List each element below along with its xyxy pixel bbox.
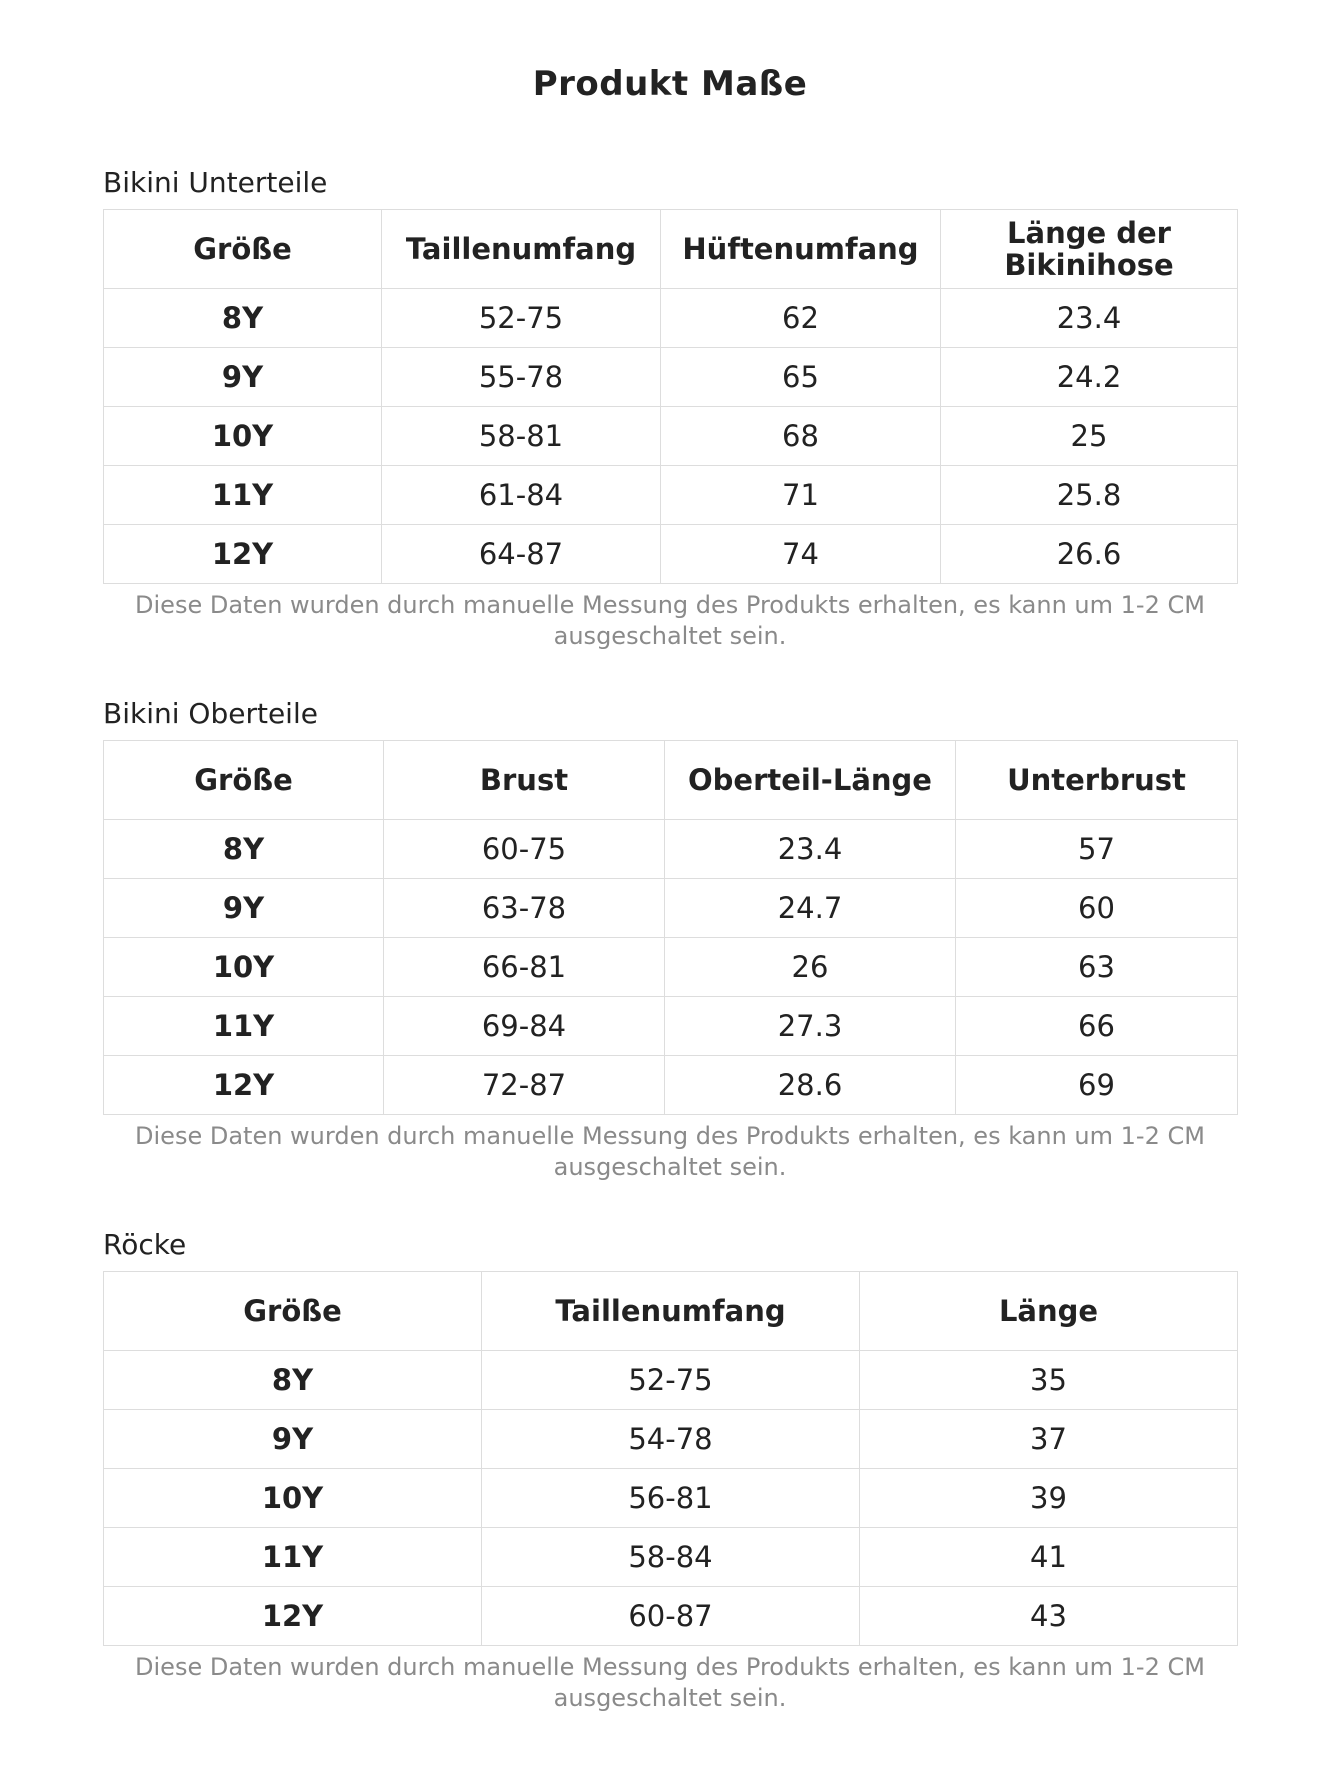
table-cell: 27.3	[665, 997, 956, 1056]
size-cell: 12Y	[104, 1587, 482, 1646]
measurement-note: Diese Daten wurden durch manuelle Messung des Produkts erhalten, es kann um 1-2 CM ausgeschaltet sein.	[135, 591, 1205, 650]
table-cell: 26.6	[941, 525, 1238, 584]
table-cell: 69	[956, 1056, 1238, 1115]
size-cell: 9Y	[104, 879, 384, 938]
table-cell: 54-78	[482, 1410, 860, 1469]
column-header: Taillenumfang	[482, 1272, 860, 1351]
table-row	[104, 348, 1238, 407]
size-cell: 10Y	[104, 407, 382, 466]
table-cell: 43	[860, 1587, 1238, 1646]
table-cell: 64-87	[382, 525, 661, 584]
table-cell: 66	[956, 997, 1238, 1056]
table-header-row	[104, 1272, 1238, 1351]
table-row	[104, 997, 1238, 1056]
table-row	[104, 289, 1238, 348]
table-row	[104, 1528, 1238, 1587]
table-row	[104, 466, 1238, 525]
table-cell: 72-87	[384, 1056, 665, 1115]
table-cell: 65	[661, 348, 941, 407]
size-cell: 11Y	[104, 1528, 482, 1587]
size-cell: 12Y	[104, 525, 382, 584]
table-cell: 58-81	[382, 407, 661, 466]
table-cell: 57	[956, 820, 1238, 879]
table-cell: 56-81	[482, 1469, 860, 1528]
table-header-row	[104, 741, 1238, 820]
table-cell: 24.7	[665, 879, 956, 938]
table-cell: 60-75	[384, 820, 665, 879]
measurement-note: Diese Daten wurden durch manuelle Messung des Produkts erhalten, es kann um 1-2 CM ausgeschaltet sein.	[135, 1122, 1205, 1181]
size-cell: 11Y	[104, 997, 384, 1056]
size-cell: 9Y	[104, 348, 382, 407]
table-cell: 69-84	[384, 997, 665, 1056]
table-cell: 60	[956, 879, 1238, 938]
size-cell: 8Y	[104, 820, 384, 879]
size-cell: 11Y	[104, 466, 382, 525]
column-header: Taillenumfang	[382, 210, 661, 289]
table-cell: 55-78	[382, 348, 661, 407]
section-heading: Bikini Oberteile	[103, 697, 318, 730]
table-cell: 52-75	[382, 289, 661, 348]
table-cell: 52-75	[482, 1351, 860, 1410]
size-table-bikini-oberteile	[103, 740, 1238, 1115]
column-header: Größe	[104, 1272, 482, 1351]
table-cell: 35	[860, 1351, 1238, 1410]
table-cell: 61-84	[382, 466, 661, 525]
table-cell: 26	[665, 938, 956, 997]
table-cell: 68	[661, 407, 941, 466]
table-cell: 58-84	[482, 1528, 860, 1587]
table-row	[104, 938, 1238, 997]
table-cell: 71	[661, 466, 941, 525]
table-cell: 41	[860, 1528, 1238, 1587]
table-row	[104, 525, 1238, 584]
column-header: Größe	[104, 210, 382, 289]
page-title: Produkt Maße	[532, 64, 808, 104]
size-cell: 10Y	[104, 1469, 482, 1528]
column-header: Länge	[860, 1272, 1238, 1351]
table-cell: 63	[956, 938, 1238, 997]
section-heading: Bikini Unterteile	[103, 166, 328, 199]
size-cell: 8Y	[104, 289, 382, 348]
table-row	[104, 1056, 1238, 1115]
section-bikini-unterteile	[103, 161, 1237, 652]
table-row	[104, 1587, 1238, 1646]
table-cell: 24.2	[941, 348, 1238, 407]
column-header: Hüftenumfang	[661, 210, 941, 289]
column-header: Länge der Bikinihose	[941, 210, 1238, 289]
size-table-roecke	[103, 1271, 1238, 1646]
table-cell: 66-81	[384, 938, 665, 997]
table-cell: 60-87	[482, 1587, 860, 1646]
table-cell: 63-78	[384, 879, 665, 938]
table-cell: 74	[661, 525, 941, 584]
table-cell: 25	[941, 407, 1238, 466]
table-row	[104, 1351, 1238, 1410]
table-cell: 62	[661, 289, 941, 348]
size-cell: 12Y	[104, 1056, 384, 1115]
table-row	[104, 820, 1238, 879]
column-header: Größe	[104, 741, 384, 820]
table-row	[104, 1410, 1238, 1469]
table-row	[104, 879, 1238, 938]
size-table-bikini-unterteile	[103, 209, 1238, 584]
table-cell: 25.8	[941, 466, 1238, 525]
table-cell: 23.4	[941, 289, 1238, 348]
column-header: Unterbrust	[956, 741, 1238, 820]
table-row	[104, 407, 1238, 466]
size-cell: 9Y	[104, 1410, 482, 1469]
section-bikini-oberteile	[103, 692, 1237, 1183]
section-heading: Röcke	[103, 1228, 187, 1261]
table-row	[104, 1469, 1238, 1528]
table-cell: 28.6	[665, 1056, 956, 1115]
table-cell: 39	[860, 1469, 1238, 1528]
table-header-row	[104, 210, 1238, 289]
size-cell: 8Y	[104, 1351, 482, 1410]
size-cell: 10Y	[104, 938, 384, 997]
section-roecke	[103, 1223, 1237, 1714]
table-cell: 23.4	[665, 820, 956, 879]
column-header: Oberteil-Länge	[665, 741, 956, 820]
column-header: Brust	[384, 741, 665, 820]
measurement-note: Diese Daten wurden durch manuelle Messung des Produkts erhalten, es kann um 1-2 CM ausgeschaltet sein.	[135, 1653, 1205, 1712]
table-cell: 37	[860, 1410, 1238, 1469]
